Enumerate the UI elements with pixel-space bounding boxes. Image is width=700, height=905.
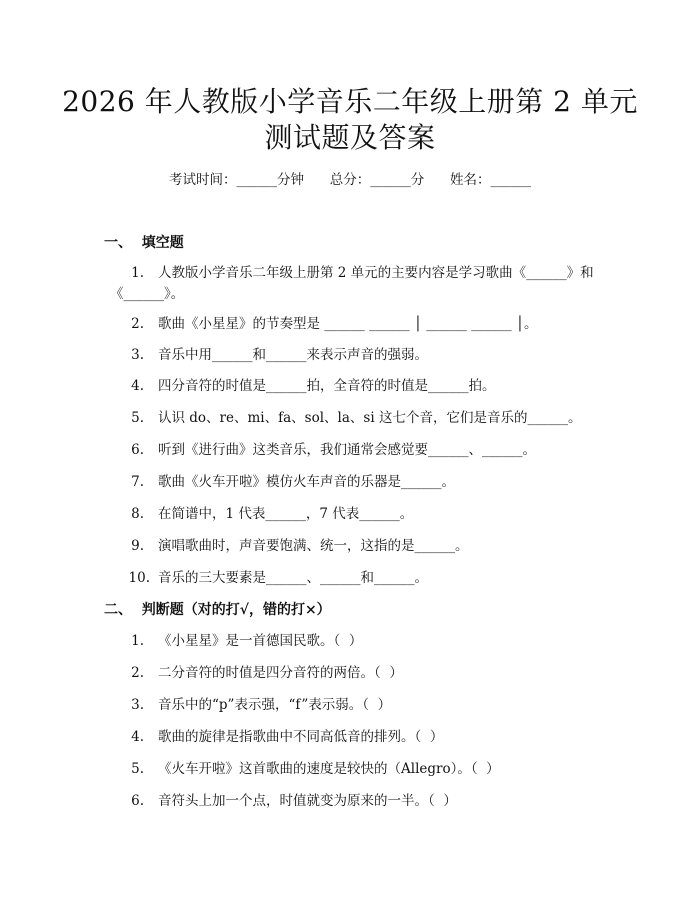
question-text: 音符头上加一个点，时值就变为原来的一半。（ ）	[158, 793, 457, 809]
fill-blank-question	[110, 472, 455, 492]
question-number: 5.	[131, 410, 144, 426]
true-false-question	[110, 727, 443, 747]
question-number: 6.	[131, 442, 144, 458]
question-number: 4.	[131, 378, 144, 394]
question-number: 6.	[131, 793, 144, 809]
question-text: 人教版小学音乐二年级上册第 2 单元的主要内容是学习歌曲《______》和	[158, 265, 594, 281]
document-title-line1: 2026 年人教版小学音乐二年级上册第 2 单元	[62, 85, 638, 118]
fill-blank-question	[110, 314, 538, 334]
question-number: 1.	[131, 265, 144, 281]
question-text: 音乐中的“p”表示强，“f”表示弱。（ ）	[158, 697, 392, 713]
question-number: 3.	[131, 347, 144, 363]
question-text: 歌曲《火车开啦》模仿火车声音的乐器是______。	[158, 474, 455, 490]
fill-blank-question	[110, 345, 428, 365]
fill-blank-question	[110, 440, 536, 460]
exam-info-line: 考试时间：______分钟 总分：______分 姓名：______	[169, 172, 531, 188]
question-number: 7.	[131, 474, 144, 490]
fill-blank-question	[110, 504, 413, 524]
question-number: 2.	[131, 316, 144, 332]
question-text: 听到《进行曲》这类音乐，我们通常会感觉要______、______。	[158, 442, 536, 458]
section-heading-true-false: 二、 判断题（对的打√，错的打×）	[104, 602, 331, 618]
question-number: 5.	[131, 761, 144, 777]
question-text: 《火车开啦》这首歌曲的速度是较快的（Allegro）。（ ）	[158, 761, 500, 777]
true-false-question	[110, 631, 362, 651]
question-number: 8.	[131, 506, 144, 522]
question-number: 9.	[131, 538, 144, 554]
question-number: 4.	[131, 729, 144, 745]
fill-blank-question	[110, 568, 428, 588]
true-false-question	[110, 695, 391, 715]
section-heading-fill-blank: 一、 填空题	[104, 235, 184, 251]
question-text: 二分音符的时值是四分音符的两倍。（ ）	[158, 665, 403, 681]
question-number: 3.	[131, 697, 144, 713]
question-text: 在简谱中，1 代表______，7 代表______。	[158, 506, 414, 522]
question-number: 2.	[131, 665, 144, 681]
question-number: 1.	[131, 633, 144, 649]
fill-blank-question	[110, 376, 496, 396]
fill-blank-question	[110, 536, 469, 556]
question-text: 四分音符的时值是______拍，全音符的时值是______拍。	[158, 378, 496, 394]
fill-blank-question	[110, 263, 594, 283]
question-text: 音乐中用______和______来表示声音的强弱。	[158, 347, 428, 363]
true-false-question	[110, 663, 403, 683]
question-text: 歌曲的旋律是指歌曲中不同高低音的排列。（ ）	[158, 729, 444, 745]
question-text: 认识 do、re、mi、fa、sol、la、si 这七个音，它们是音乐的______。	[158, 410, 582, 426]
question-text: 《小星星》是一首德国民歌。（ ）	[158, 633, 363, 649]
question-text: 演唱歌曲时，声音要饱满、统一，这指的是______。	[158, 538, 469, 554]
question-text: 歌曲《小星星》的节奏型是 ______ ______ │ ______ ______ │。	[158, 316, 538, 332]
true-false-question	[110, 759, 500, 779]
question-number: 10.	[128, 570, 150, 586]
question-text: 音乐的三大要素是______、______和______。	[158, 570, 428, 586]
question-continuation: 《______》。	[110, 286, 185, 302]
document-title-line2: 测试题及答案	[264, 121, 436, 154]
fill-blank-question	[110, 408, 581, 428]
true-false-question	[110, 791, 457, 811]
